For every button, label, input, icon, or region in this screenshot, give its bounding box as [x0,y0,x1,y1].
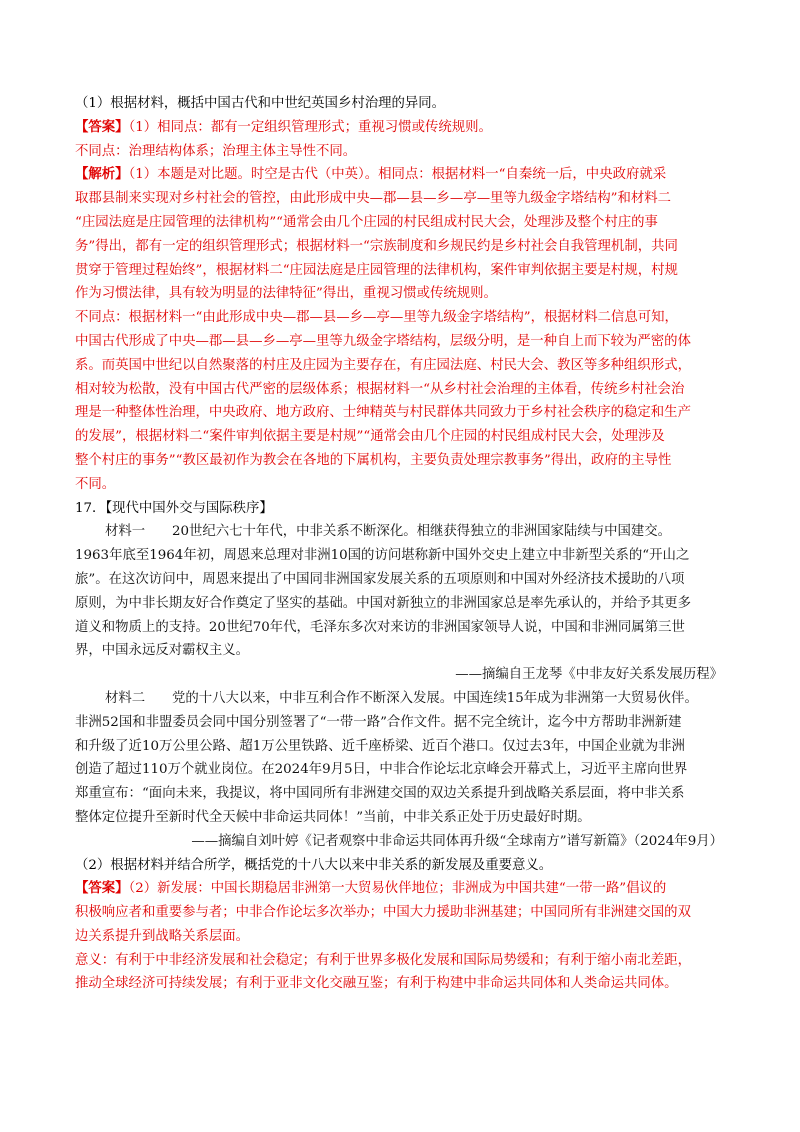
material-2-line-3: 和升级了近10万公里公路、超1万公里铁路、近千座桥梁、近百个港口。仅过去3年，中国企业就为非洲 [75,738,685,754]
answer-tag: 【答案】 [75,118,129,135]
analysis-1-line-11: 理是一种整体性治理，中央政府、地方政府、士绅精英与村民群体共同致力于乡村社会秩序的稳定和生产 [75,405,691,421]
answer-tag: 【答案】 [75,880,129,897]
material-1-line-1: 材料一 20世纪六七十年代，中非关系不断深化。相继获得独立的非洲国家陆续与中国建交。 [105,524,672,540]
analysis-1-line-12: 的发展”，根据材料二“案件审判依据主要是村规”“通常会由几个庄园的村民组成村民大会，处理涉及 [75,429,665,445]
material-2-source: ——摘编自刘叶婷《记者观察中非命运共同体再升级“全球南方”谱写新篇》（2024年9月） [191,833,723,849]
material-2-line-5: 郑重宣布：“面向未来，我提议，将中国同所有非洲建交国的双边关系提升到战略关系层面，将中非关系 [75,786,685,802]
analysis-tag: 【解析】 [75,166,129,183]
answer-1-line-2: 不同点：治理结构体系；治理主体主导性不同。 [75,143,357,159]
document-page [75,92,725,996]
answer-2-line-3: 边关系提升到战略关系层面。 [75,928,250,944]
analysis-1-line-4: 务”得出，都有一定的组织管理形式；根据材料一“宗族制度和乡规民约是乡村社会自我管理机制，共同 [75,238,678,254]
answer-2-line-5: 推动全球经济可持续发展；有利于亚非文化交融互鉴；有利于构建中非命运共同体和人类命运共同体。 [75,976,678,992]
material-1-line-2: 1963年底至1964年初，周恩来总理对非洲10国的访问堪称新中国外交史上建立中非新型关系的“开山之 [75,548,690,564]
answer-1-line-1: 【答案】（1）相同点：都有一定组织管理形式；重视习惯或传统规则。 [75,118,492,135]
question-2-prompt: （2）根据材料并结合所学，概括党的十八大以来中非关系的新发展及重要意义。 [75,857,553,873]
material-1-line-4: 原则，为中非长期友好合作奠定了坚实的基础。中国对新独立的非洲国家总是率先承认的，并给予其更多 [75,595,691,611]
analysis-1-line-3: “庄园法庭是庄园管理的法律机构”“通常会由几个庄园的村民组成村民大会，处理涉及整个村庄的事 [75,214,658,230]
analysis-1-line-7: 不同点：根据材料一“由此形成中央—郡—县—乡—亭—里等九级金字塔结构”，根据材料二信息可知， [75,310,678,326]
answer-2-line-2: 积极响应者和重要参与者；中非合作论坛多次举办；中国大力援助非洲基建；中国同所有非洲建交国的双 [75,905,691,921]
answer-2-line-4: 意义：有利于中非经济发展和社会稳定；有利于世界多极化发展和国际局势缓和；有利于缩小南北差距， [75,952,691,968]
analysis-1-line-10: 相对较为松散，没有中国古代严密的层级体系；根据材料一“从乡村社会治理的主体看，传统乡村社会治 [75,381,685,397]
analysis-1-line-13: 整个村庄的事务”“教区最初作为教会在各地的下属机构，主要负责处理宗教事务”得出，政府的主导性 [75,452,672,468]
material-2-line-2: 非洲52国和非盟委员会同中国分别签署了“一带一路”合作文件。据不完全统计，迄今中方帮助非洲新建 [75,714,682,730]
analysis-1-line-5: 贯穿于管理过程始终”，根据材料二“庄园法庭是庄园管理的法律机构，案件审判依据主要是村规，村规 [75,262,678,278]
material-1-line-3: 旅”。在这次访问中，周恩来提出了中国同非洲国家发展关系的五项原则和中国对外经济技术援助的八项 [75,571,685,587]
analysis-1-line-14: 不同。 [75,476,116,492]
analysis-1-line-6: 作为习惯法律，具有较为明显的法律特征”得出，重视习惯或传统规则。 [75,286,497,302]
material-1-line-5: 道义和物质上的支持。20世纪70年代，毛泽东多次对来访的非洲国家领导人说，中国和非洲同属第三世 [75,619,685,635]
analysis-1-line-9: 系。而英国中世纪以自然聚落的村庄及庄园为主要存在，有庄园法庭、村民大会、教区等多种组织形式， [75,357,691,373]
material-1-line-6: 界，中国永远反对霸权主义。 [75,643,250,659]
material-2-line-1: 材料二 党的十八大以来，中非互利合作不断深入发展。中国连续15年成为非洲第一大贸易伙伴。 [105,690,698,706]
question-1-prompt: （1）根据材料，概括中国古代和中世纪英国乡村治理的异同。 [75,96,446,111]
material-2-line-4: 创造了超过110万个就业岗位。在2024年9月5日，中非合作论坛北京峰会开幕式上，习近平主席向世界 [75,762,688,778]
analysis-1-line-1: 【解析】（1）本题是对比题。时空是古代（中英）。相同点：根据材料一“自秦统一后，中央政府就采 [75,166,667,183]
question-17-heading: 17．【现代中国外交与国际秩序】 [75,500,273,516]
analysis-1-line-8: 中国古代形成了中央—郡—县—乡—亭—里等九级金字塔结构，层级分明，是一种自上而下较为严密的体 [75,333,691,349]
analysis-1-line-2: 取郡县制来实现对乡村社会的管控，由此形成中央—郡—县—乡—亭—里等九级金字塔结构”和材料二 [75,191,672,207]
answer-2-line-1: 【答案】（2）新发展：中国长期稳居非洲第一大贸易伙伴地位；非洲成为中国共建“一带一路”倡议的 [75,880,667,897]
material-2-line-6: 整体定位提升至新时代全天候中非命运共同体！”当前，中非关系正处于历史最好时期。 [75,809,591,825]
material-1-source: ——摘编自王龙琴《中非友好关系发展历程》 [455,667,723,683]
